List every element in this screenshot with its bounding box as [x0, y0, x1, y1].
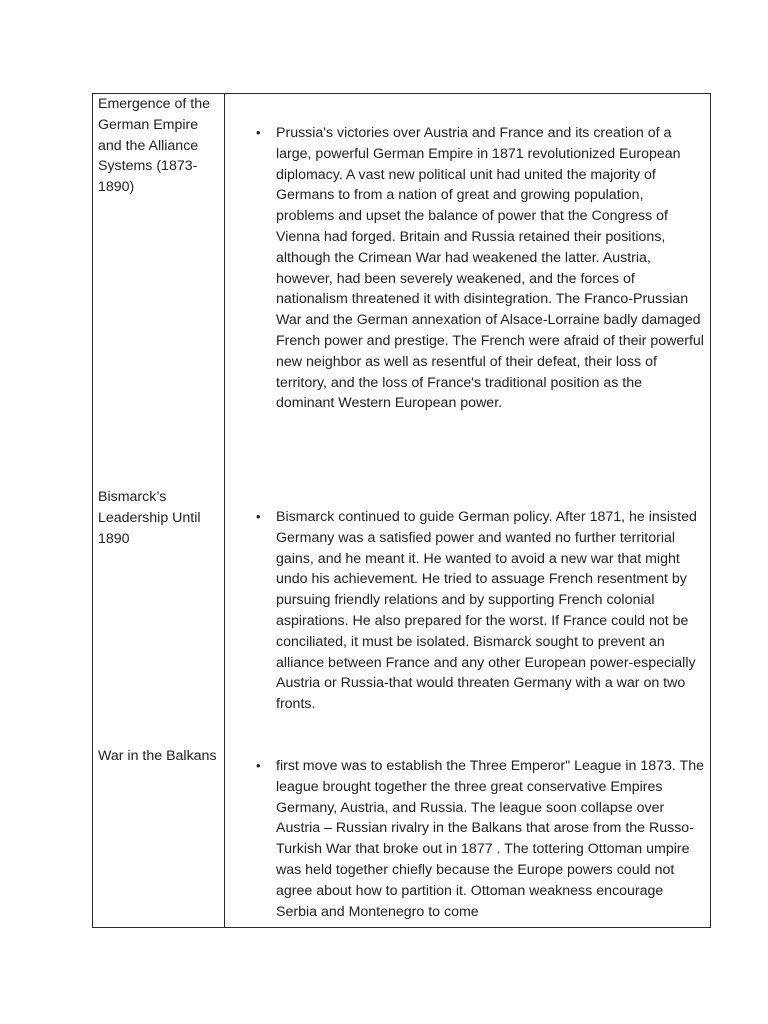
row-1-bullet: •	[256, 125, 261, 140]
row-2-topic: Bismarck’s Leadership Until 1890	[98, 489, 201, 547]
notes-table	[92, 93, 711, 928]
row-1-notes: Prussia's victories over Austria and France and its creation of a large, powerful German Empire in 1871 revolutionized European diplomacy. A vast new political unit had united the majority of Germans to from a nation of great and growing population, problems and upset the balance of power that the Congress of Vienna had forged. Britain and Russia retained their positions, although the Crimean War had weakened the latter. Austria, however, had been severely weakened, and the forces of nationalism threatened it with disintegration. The Franco-Prussian War and the German annexation of Alsace-Lorraine badly damaged French power and prestige. The French were afraid of their powerful new neighbor as well as resentful of their defeat, their loss of territory, and the loss of France's traditional position as the dominant Western European power.	[276, 125, 704, 412]
row-3-notes: first move was to establish the Three Emperor" League in 1873. The league brought together the three great conservative Empires Germany, Austria, and Russia. The league soon collapse over Austria – Russian rivalry in the Balkans that arose from the Russo-Turkish War that broke out in 1877 . The tottering Ottoman umpire was held together chiefly because the Europe powers could not agree about how to partition it. Ottoman weakness encourage Serbia and Montenegro to come	[276, 758, 705, 920]
row-2-notes: Bismarck continued to guide German policy. After 1871, he insisted Germany was a satisfied power and wanted no further territorial gains, and he meant it. He wanted to avoid a new war that might undo his achievement. He tried to assuage French resentment by pursuing friendly relations and by supporting French colonial aspirations. He also prepared for the worst. If France could not be conciliated, it must be isolated. Bismarck sought to prevent an alliance between France and any other European power-especially Austria or Russia-that would threaten Germany with a war on two fronts.	[276, 509, 697, 713]
column-divider	[224, 94, 225, 927]
row-1-topic: Emergence of the German Empire and the Alliance Systems (1873-1890)	[98, 96, 210, 196]
row-3-topic: War in the Balkans	[98, 748, 217, 764]
row-3-bullet: •	[256, 758, 261, 773]
row-2-bullet: •	[256, 509, 261, 524]
